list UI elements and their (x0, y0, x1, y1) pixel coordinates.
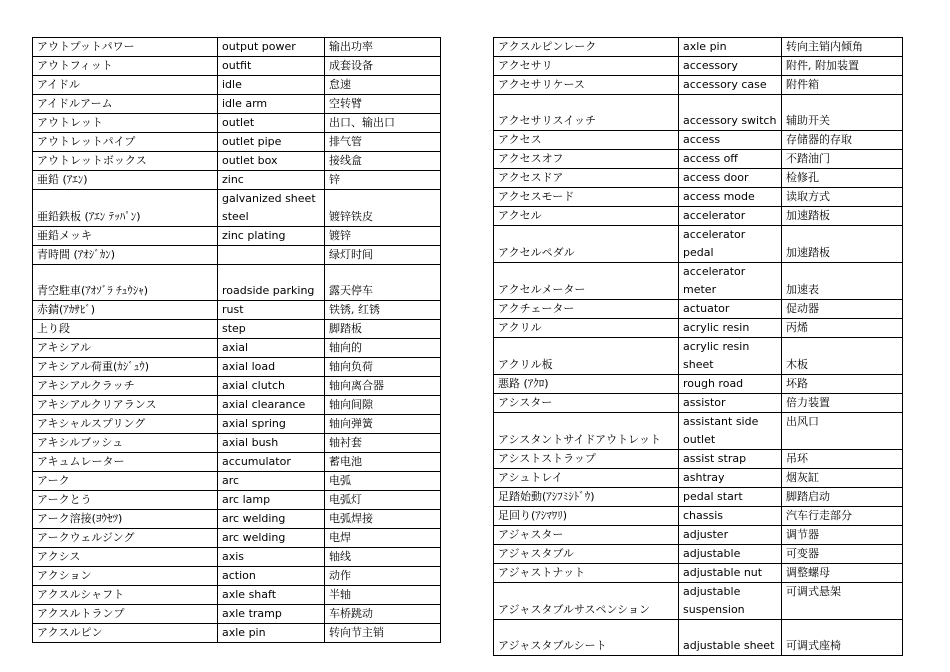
term-chinese: 调节器 (782, 526, 903, 545)
term-chinese: 电弧 (325, 472, 441, 491)
term-chinese: 加速踏板 (782, 207, 903, 226)
glossary-row (33, 415, 441, 434)
glossary-row (33, 396, 441, 415)
term-english: adjustable (679, 545, 782, 564)
term-japanese: アクリル (494, 319, 679, 338)
term-chinese: 绿灯时间 (325, 246, 441, 265)
term-english: arc lamp (218, 491, 325, 510)
term-japanese: アキシアルクリアランス (33, 396, 218, 415)
term-japanese: アジャスタブルサスペンション (494, 583, 679, 620)
term-chinese: 烟灰缸 (782, 469, 903, 488)
term-english: accelerator pedal (679, 226, 782, 263)
glossary-row (33, 510, 441, 529)
term-english: outfit (218, 57, 325, 76)
term-japanese: アクスルトランプ (33, 605, 218, 624)
term-chinese: 蓄电池 (325, 453, 441, 472)
term-chinese: 轴向的 (325, 339, 441, 358)
term-chinese: 转向主销内倾角 (782, 38, 903, 57)
term-japanese: アクセル (494, 207, 679, 226)
term-english: accessory (679, 57, 782, 76)
term-english: step (218, 320, 325, 339)
term-chinese: 转向节主销 (325, 624, 441, 643)
glossary-row (494, 488, 903, 507)
term-japanese: 足踏始動(ｱｼﾌﾐｼﾄﾞｳ) (494, 488, 679, 507)
term-english: actuator (679, 300, 782, 319)
term-chinese: 脚踏板 (325, 320, 441, 339)
term-english: axial spring (218, 415, 325, 434)
term-japanese: アクセスオフ (494, 150, 679, 169)
term-chinese: 轴向间隙 (325, 396, 441, 415)
term-chinese: 附件, 附加装置 (782, 57, 903, 76)
glossary-row (494, 394, 903, 413)
term-english: accessory switch (679, 95, 782, 131)
term-english: pedal start (679, 488, 782, 507)
glossary-row (494, 375, 903, 394)
term-japanese: アジャスター (494, 526, 679, 545)
term-japanese: アクセルペダル (494, 226, 679, 263)
term-japanese: 青空駐車(ｱｵｿﾞﾗ ﾁｭｳｼｬ) (33, 265, 218, 301)
term-chinese: 排气管 (325, 133, 441, 152)
term-english: output power (218, 38, 325, 57)
term-chinese: 加速踏板 (782, 226, 903, 263)
term-japanese: アクスルピンレーク (494, 38, 679, 57)
glossary-row (33, 320, 441, 339)
term-japanese: アイドルアーム (33, 95, 218, 114)
term-english: axle shaft (218, 586, 325, 605)
term-japanese: アークウェルジング (33, 529, 218, 548)
glossary-row (494, 38, 903, 57)
term-japanese: アクスルピン (33, 624, 218, 643)
term-japanese: アシスター (494, 394, 679, 413)
glossary-row (33, 529, 441, 548)
term-chinese: 车桥跳动 (325, 605, 441, 624)
term-japanese: アキシアル荷重(ｶｼﾞｭｳ) (33, 358, 218, 377)
term-chinese: 吊环 (782, 450, 903, 469)
glossary-row (494, 131, 903, 150)
term-chinese: 轴线 (325, 548, 441, 567)
glossary-row (494, 300, 903, 319)
term-english: accelerator meter (679, 263, 782, 300)
term-japanese: アイドル (33, 76, 218, 95)
term-english: axle pin (679, 38, 782, 57)
term-english: arc welding (218, 510, 325, 529)
term-chinese: 调整螺母 (782, 564, 903, 583)
term-english: accumulator (218, 453, 325, 472)
term-chinese: 空转臂 (325, 95, 441, 114)
term-japanese: アクセスドア (494, 169, 679, 188)
glossary-row (33, 377, 441, 396)
term-chinese: 倍力装置 (782, 394, 903, 413)
term-chinese: 电弧灯 (325, 491, 441, 510)
glossary-row (33, 453, 441, 472)
glossary-row (494, 338, 903, 375)
term-japanese: アシュトレイ (494, 469, 679, 488)
glossary-row (33, 358, 441, 377)
glossary-table-right (493, 37, 903, 656)
term-japanese: アシスタントサイドアウトレット (494, 413, 679, 450)
glossary-row (33, 265, 441, 301)
term-english: outlet pipe (218, 133, 325, 152)
term-english: acrylic resin (679, 319, 782, 338)
term-japanese: アシストストラップ (494, 450, 679, 469)
term-japanese: アクシス (33, 548, 218, 567)
glossary-row (33, 190, 441, 227)
term-japanese: アクリル板 (494, 338, 679, 375)
term-english: axial (218, 339, 325, 358)
term-chinese: 木板 (782, 338, 903, 375)
glossary-row (494, 226, 903, 263)
glossary-row (33, 133, 441, 152)
term-chinese: 存储器的存取 (782, 131, 903, 150)
term-english: assistor (679, 394, 782, 413)
term-chinese: 电弧焊接 (325, 510, 441, 529)
glossary-row (494, 526, 903, 545)
glossary-row (33, 171, 441, 190)
glossary-row (494, 188, 903, 207)
glossary-row (494, 469, 903, 488)
glossary-table-left (32, 37, 441, 643)
term-japanese: 亜鉛鉄板 (ｱｴﾝ ﾃｯﾊﾟﾝ) (33, 190, 218, 227)
term-japanese: アクセルメーター (494, 263, 679, 300)
term-japanese: アウトレットパイプ (33, 133, 218, 152)
term-english: access door (679, 169, 782, 188)
term-japanese: 悪路 (ｱｸﾛ) (494, 375, 679, 394)
term-english: axle tramp (218, 605, 325, 624)
term-japanese: アクセサリ (494, 57, 679, 76)
term-chinese: 成套设备 (325, 57, 441, 76)
term-english: assist strap (679, 450, 782, 469)
glossary-row (494, 583, 903, 620)
term-chinese: 锌 (325, 171, 441, 190)
glossary-row (33, 548, 441, 567)
glossary-row (494, 545, 903, 564)
glossary-row (33, 605, 441, 624)
glossary-row (33, 339, 441, 358)
term-english: outlet (218, 114, 325, 133)
glossary-body-right (494, 38, 903, 656)
glossary-row (33, 301, 441, 320)
glossary-row (494, 564, 903, 583)
term-chinese: 促动器 (782, 300, 903, 319)
term-chinese: 露天停车 (325, 265, 441, 301)
term-chinese: 辅助开关 (782, 95, 903, 131)
term-chinese: 读取方式 (782, 188, 903, 207)
term-english: axial load (218, 358, 325, 377)
term-japanese: アークとう (33, 491, 218, 510)
glossary-row (33, 76, 441, 95)
glossary-row (33, 114, 441, 133)
term-chinese: 丙烯 (782, 319, 903, 338)
term-japanese: アキシャルスプリング (33, 415, 218, 434)
glossary-row (33, 95, 441, 114)
term-japanese: アジャスタブルシート (494, 620, 679, 656)
term-japanese: アクション (33, 567, 218, 586)
term-chinese: 轴衬套 (325, 434, 441, 453)
term-japanese: アクセサリスイッチ (494, 95, 679, 131)
term-chinese: 怠速 (325, 76, 441, 95)
term-japanese: アキシルブッシュ (33, 434, 218, 453)
term-japanese: 赤錆(ｱｶｻﾋﾞ) (33, 301, 218, 320)
term-english: access (679, 131, 782, 150)
glossary-row (33, 586, 441, 605)
term-japanese: アクセサリケース (494, 76, 679, 95)
glossary-row (33, 567, 441, 586)
term-english: rough road (679, 375, 782, 394)
glossary-row (494, 319, 903, 338)
term-chinese: 输出功率 (325, 38, 441, 57)
glossary-row (494, 57, 903, 76)
term-chinese: 接线盒 (325, 152, 441, 171)
term-chinese: 加速表 (782, 263, 903, 300)
glossary-row (494, 95, 903, 131)
term-chinese: 动作 (325, 567, 441, 586)
term-english: galvanized sheet steel (218, 190, 325, 227)
term-japanese: アウトプットパワー (33, 38, 218, 57)
term-english: idle (218, 76, 325, 95)
glossary-row (494, 620, 903, 656)
glossary-row (494, 169, 903, 188)
term-english: outlet box (218, 152, 325, 171)
term-chinese: 镀锌铁皮 (325, 190, 441, 227)
term-chinese: 轴向弹簧 (325, 415, 441, 434)
term-japanese: 亜鉛 (ｱｴﾝ) (33, 171, 218, 190)
term-japanese: アーク溶接(ﾖｳｾﾂ) (33, 510, 218, 529)
term-english: axial clutch (218, 377, 325, 396)
term-japanese: アウトレットボックス (33, 152, 218, 171)
term-japanese: アキュムレーター (33, 453, 218, 472)
term-chinese: 轴向离合器 (325, 377, 441, 396)
term-english: action (218, 567, 325, 586)
term-english: axle pin (218, 624, 325, 643)
term-english: chassis (679, 507, 782, 526)
glossary-row (494, 450, 903, 469)
term-chinese: 坏路 (782, 375, 903, 394)
glossary-row (494, 150, 903, 169)
term-chinese: 可调式悬架 (782, 583, 903, 620)
term-japanese: アウトフィット (33, 57, 218, 76)
term-japanese: アクスルシャフト (33, 586, 218, 605)
term-chinese: 镀锌 (325, 227, 441, 246)
term-english: axis (218, 548, 325, 567)
glossary-row (33, 472, 441, 491)
term-chinese: 可调式座椅 (782, 620, 903, 656)
glossary-row (33, 227, 441, 246)
term-english: access mode (679, 188, 782, 207)
term-chinese: 铁锈, 红锈 (325, 301, 441, 320)
term-japanese: 足回り(ｱｼﾏﾜﾘ) (494, 507, 679, 526)
glossary-body-left (33, 38, 441, 643)
glossary-row (494, 507, 903, 526)
term-chinese: 可变器 (782, 545, 903, 564)
term-chinese: 出口、输出口 (325, 114, 441, 133)
term-english: roadside parking (218, 265, 325, 301)
glossary-row (494, 76, 903, 95)
term-chinese: 半轴 (325, 586, 441, 605)
term-english: rust (218, 301, 325, 320)
term-japanese: 青時間 (ｱｵｼﾞｶﾝ) (33, 246, 218, 265)
glossary-row (33, 57, 441, 76)
term-japanese: 亜鉛メッキ (33, 227, 218, 246)
term-japanese: アクセスモード (494, 188, 679, 207)
term-english: adjuster (679, 526, 782, 545)
term-chinese: 汽车行走部分 (782, 507, 903, 526)
term-english: accessory case (679, 76, 782, 95)
glossary-row (33, 491, 441, 510)
glossary-row (33, 624, 441, 643)
term-english: idle arm (218, 95, 325, 114)
term-english: assistant side outlet (679, 413, 782, 450)
term-english: zinc plating (218, 227, 325, 246)
term-english: axial clearance (218, 396, 325, 415)
term-chinese: 出风口 (782, 413, 903, 450)
term-japanese: アウトレット (33, 114, 218, 133)
term-chinese: 附件箱 (782, 76, 903, 95)
glossary-row (494, 413, 903, 450)
term-chinese: 电焊 (325, 529, 441, 548)
term-english: arc (218, 472, 325, 491)
term-english: accelerator (679, 207, 782, 226)
glossary-row (494, 263, 903, 300)
glossary-row (494, 207, 903, 226)
term-english: axial bush (218, 434, 325, 453)
term-japanese: アキシアル (33, 339, 218, 358)
term-japanese: アジャスタブル (494, 545, 679, 564)
term-japanese: アクセス (494, 131, 679, 150)
term-japanese: アジャストナット (494, 564, 679, 583)
term-english (218, 246, 325, 265)
term-english: zinc (218, 171, 325, 190)
glossary-row (33, 246, 441, 265)
term-japanese: アクチェーター (494, 300, 679, 319)
term-english: adjustable sheet (679, 620, 782, 656)
term-chinese: 不踏油门 (782, 150, 903, 169)
glossary-row (33, 434, 441, 453)
term-english: arc welding (218, 529, 325, 548)
term-english: adjustable suspension (679, 583, 782, 620)
term-japanese: 上り段 (33, 320, 218, 339)
term-chinese: 检修孔 (782, 169, 903, 188)
term-english: access off (679, 150, 782, 169)
term-english: adjustable nut (679, 564, 782, 583)
term-chinese: 轴向负荷 (325, 358, 441, 377)
term-japanese: アーク (33, 472, 218, 491)
term-chinese: 脚踏启动 (782, 488, 903, 507)
glossary-row (33, 152, 441, 171)
glossary-row (33, 38, 441, 57)
term-japanese: アキシアルクラッチ (33, 377, 218, 396)
term-english: acrylic resin sheet (679, 338, 782, 375)
term-english: ashtray (679, 469, 782, 488)
